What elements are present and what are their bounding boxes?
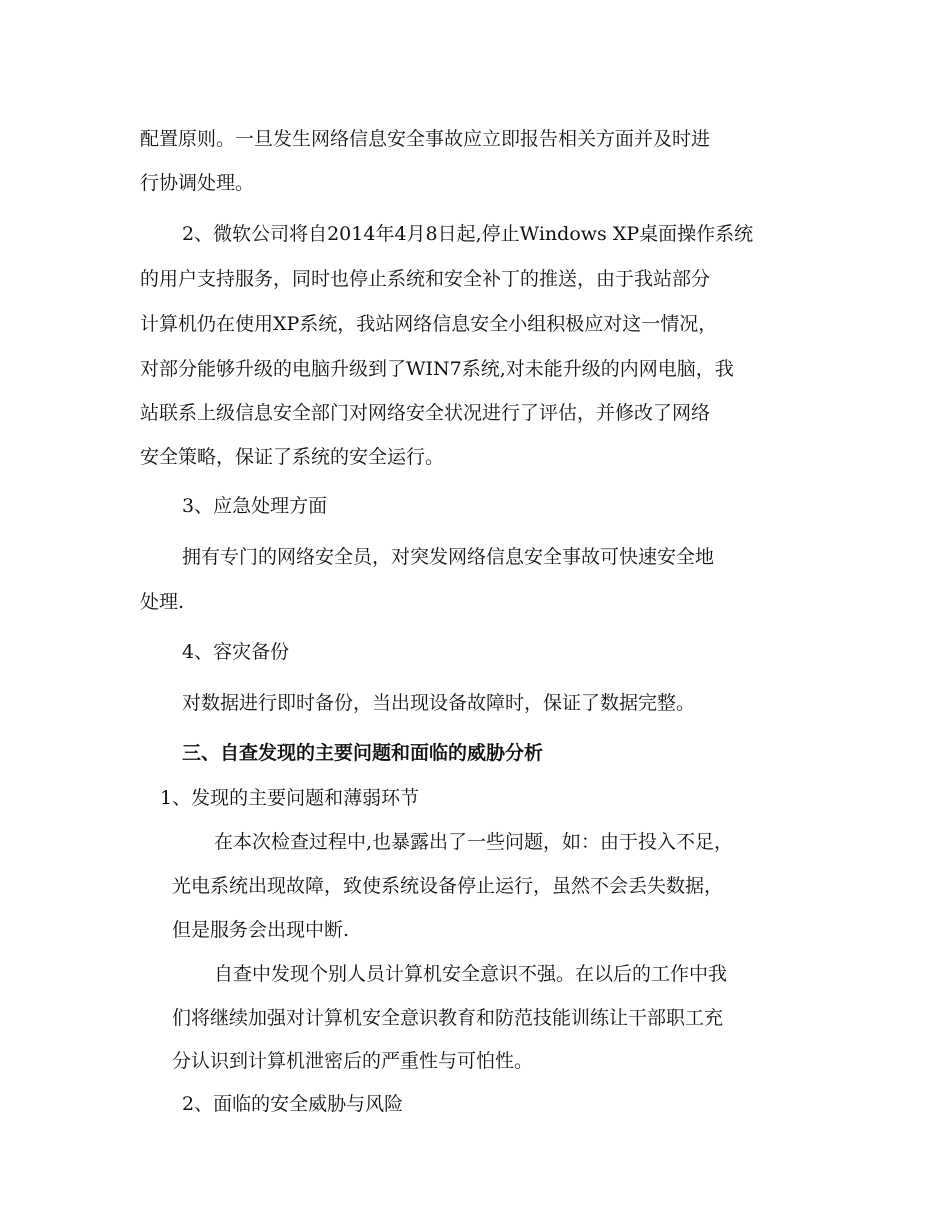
paragraph-line: 光电系统出现故障，致使系统设备停止运行，虽然不会丢失数据， — [172, 875, 724, 897]
section-heading: 3、应急处理方面 — [182, 495, 328, 517]
subsection-heading: 1、发现的主要问题和薄弱环节 — [160, 787, 420, 809]
paragraph-line: 自查中发现个别人员计算机安全意识不强。在以后的工作中我 — [214, 963, 728, 985]
section-heading: 4、容灾备份 — [182, 641, 290, 663]
paragraph-line: 对部分能够升级的电脑升级到了WIN7系统,对未能升级的内网电脑，我 — [140, 358, 734, 380]
paragraph-line: 但是服务会出现中断. — [172, 919, 350, 941]
paragraph-line: 在本次检查过程中,也暴露出了一些问题，如：由于投入不足， — [214, 831, 734, 853]
chapter-heading: 三、自查发现的主要问题和面临的威胁分析 — [182, 742, 544, 764]
paragraph-line: 站联系上级信息安全部门对网络安全状况进行了评估，并修改了网络 — [140, 402, 711, 424]
paragraph-line: 行协调处理。 — [140, 172, 255, 194]
paragraph-line: 2、微软公司将自2014年4月8日起,停止Windows XP桌面操作系统 — [182, 223, 754, 245]
paragraph-line: 拥有专门的网络安全员，对突发网络信息安全事故可快速安全地 — [182, 546, 715, 568]
paragraph-line: 分认识到计算机泄密后的严重性与可怕性。 — [172, 1050, 534, 1072]
paragraph-line: 安全策略，保证了系统的安全运行。 — [140, 446, 445, 468]
paragraph-line: 计算机仍在使用XP系统，我站网络信息安全小组积极应对这一情况， — [140, 313, 718, 335]
paragraph-line: 们将继续加强对计算机安全意识教育和防范技能训练让干部职工充 — [172, 1007, 724, 1029]
paragraph-line: 对数据进行即时备份，当出现设备故障时，保证了数据完整。 — [182, 692, 696, 714]
paragraph-line: 的用户支持服务，同时也停止系统和安全补丁的推送，由于我站部分 — [140, 268, 711, 290]
paragraph-line: 配置原则。一旦发生网络信息安全事故应立即报告相关方面并及时进 — [140, 128, 711, 150]
subsection-heading: 2、面临的安全威胁与风险 — [182, 1093, 404, 1115]
paragraph-line: 处理. — [140, 591, 185, 613]
